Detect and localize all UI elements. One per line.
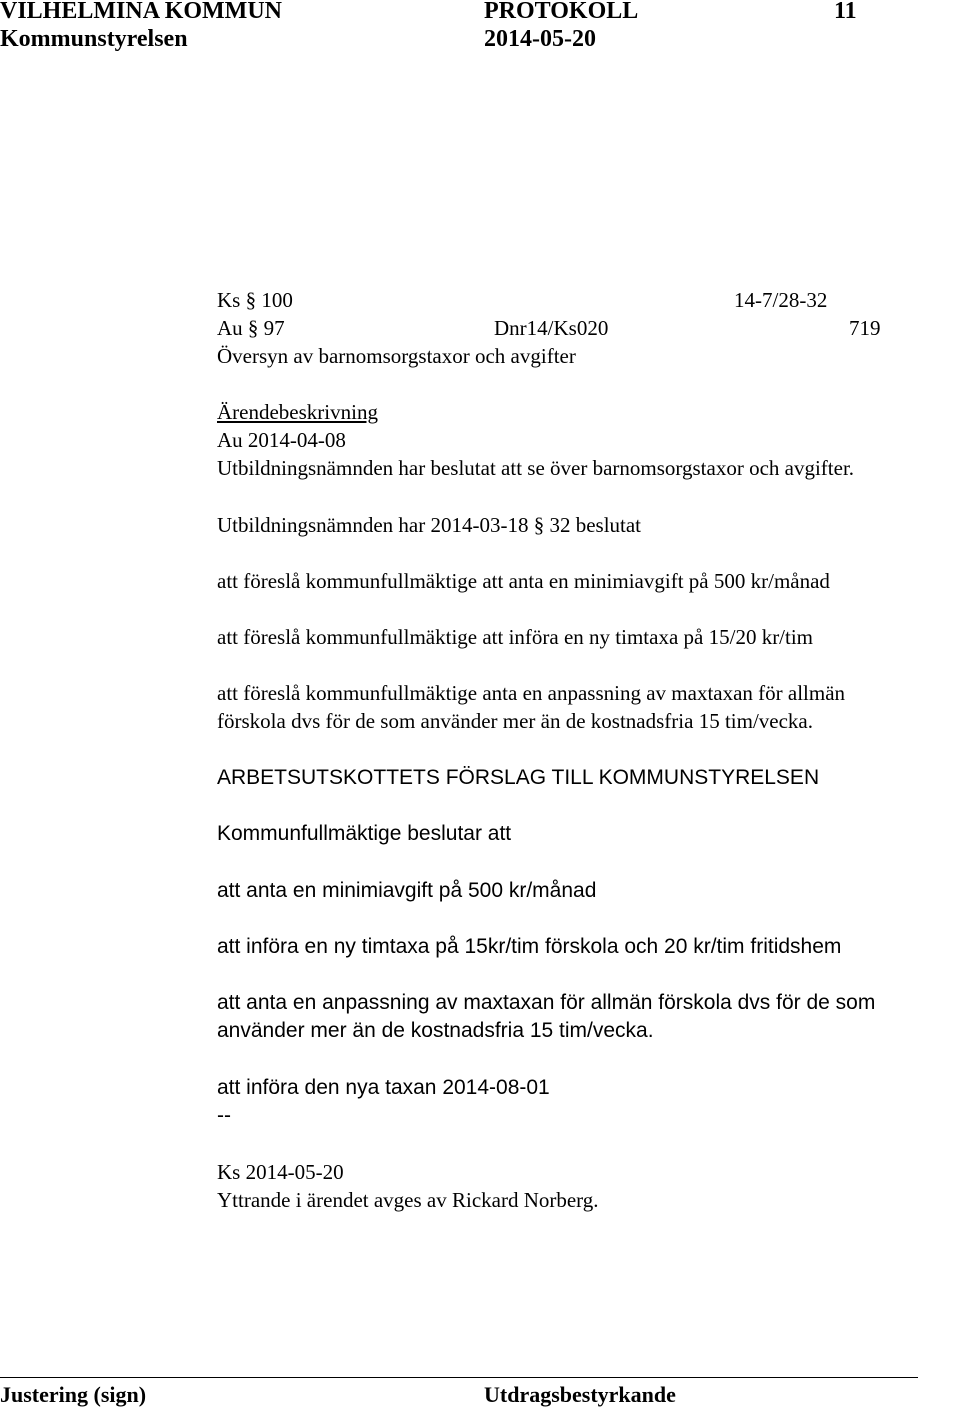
decision-point-3-line-2: förskola dvs för de som använder mer än de kostnadsfria 15 tim/vecka. xyxy=(217,709,813,733)
ks-code: 14-7/28-32 xyxy=(734,288,828,312)
proposal-point-3-line-2: använder mer än de kostnadsfria 15 tim/vecka. xyxy=(217,1019,654,1042)
proposal-point-2: att införa en ny timtaxa på 15kr/tim förskola och 20 kr/tim fritidshem xyxy=(217,935,842,958)
footer-utdragsbestyrkande: Utdragsbestyrkande xyxy=(484,1382,676,1407)
decision-point-1: att föreslå kommunfullmäktige att anta en minimiavgift på 500 kr/månad xyxy=(217,569,830,593)
decision-point-2: att föreslå kommunfullmäktige att införa en ny timtaxa på 15/20 kr/tim xyxy=(217,625,814,649)
proposal-point-4: att införa den nya taxan 2014-08-01 xyxy=(217,1076,550,1099)
au-date: Au 2014-04-08 xyxy=(217,428,346,452)
committee-name: Kommunstyrelsen xyxy=(0,26,188,52)
case-title: Översyn av barnomsorgstaxor och avgifter xyxy=(217,344,576,368)
separator-text: -- xyxy=(217,1104,231,1127)
proposal-point-1: att anta en minimiavgift på 500 kr/månad xyxy=(217,879,597,902)
proposal-intro: Kommunfullmäktige beslutar att xyxy=(217,822,512,845)
meeting-date: 2014-05-20 xyxy=(484,26,596,52)
page-number: 11 xyxy=(834,0,857,24)
footer-justering: Justering (sign) xyxy=(0,1382,147,1407)
ks-date: Ks 2014-05-20 xyxy=(217,1160,344,1184)
decision-intro: Utbildningsnämnden har 2014-03-18 § 32 beslutat xyxy=(217,513,642,537)
document-type: PROTOKOLL xyxy=(484,0,639,24)
decision-point-3-line-1: att föreslå kommunfullmäktige anta en anpassning av maxtaxan för allmän xyxy=(217,681,846,705)
dnr-number: Dnr14/Ks020 xyxy=(494,316,609,340)
intro-text: Utbildningsnämnden har beslutat att se över barnomsorgstaxor och avgifter. xyxy=(217,456,855,480)
municipality-name: VILHELMINA KOMMUN xyxy=(0,0,282,24)
au-reference: Au § 97 xyxy=(217,316,285,340)
footer-divider xyxy=(0,1377,918,1378)
proposal-point-3-line-1: att anta en anpassning av maxtaxan för allmän förskola dvs för de som xyxy=(217,991,876,1014)
section-heading-arendebeskrivning: Ärendebeskrivning xyxy=(217,400,378,424)
ks-reference: Ks § 100 xyxy=(217,288,293,312)
case-number: 719 xyxy=(849,316,881,340)
statement-text: Yttrande i ärendet avges av Rickard Norberg. xyxy=(217,1188,599,1212)
proposal-heading: ARBETSUTSKOTTETS FÖRSLAG TILL KOMMUNSTYRELSEN xyxy=(217,766,820,789)
